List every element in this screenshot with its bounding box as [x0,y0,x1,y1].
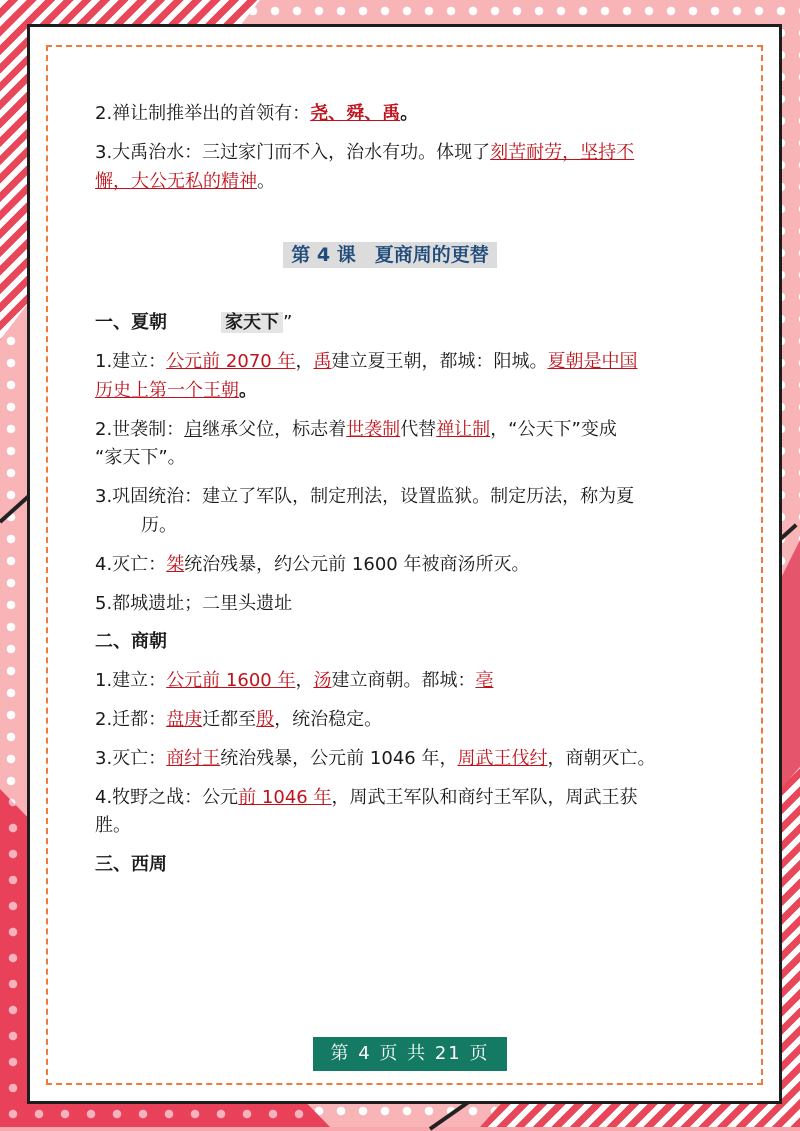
highlight-text: 公元前 2070 年 [166,350,296,372]
page-number-footer: 第 4 页 共 21 页 [313,1037,507,1071]
text: 统治残暴，公元前 1046 年， [220,747,458,769]
highlight-text: 汤 [313,670,332,692]
text: 1.建立： [95,350,167,372]
text: 2.迁都： [95,708,167,730]
highlight-text: 亳 [475,670,494,692]
text: 5.都城遗址；二里头遗址 [95,592,293,614]
list-item [95,416,685,474]
text: 历。 [141,514,177,536]
list-item [95,745,685,774]
list-item [95,784,685,842]
lesson-title [95,240,685,271]
text: ，“公天下”变成 [490,418,617,440]
text: 代替 [400,418,437,440]
section-title: 二、商朝 [95,631,167,653]
list-item [95,551,685,580]
highlight-text: 刻苦耐劳，坚持不 [490,141,635,163]
section-heading-western-zhou [95,851,685,880]
text: 2.禅让制推举出的首领有： [95,103,311,124]
highlight-text: 周武王伐纣 [457,747,548,769]
text: 2.世袭制： [95,418,185,440]
text: ， [295,350,314,372]
highlight-text: 前 1046 年 [238,786,332,808]
text: ， [295,670,314,692]
section-title: 一、夏朝 [95,312,167,334]
highlight-text: 禹 [313,350,332,372]
section-title: 三、西周 [95,854,167,876]
text: ，周武王军队和商纣王军队，周武王获 [331,786,638,808]
paragraph [95,100,685,129]
text: 统治残暴，约公元前 1600 年被商汤所灭。 [184,553,530,575]
list-item [95,706,685,735]
lesson-title-text: 第 4 课 夏商周的更替 [283,242,496,268]
highlight-text: 世袭制 [346,418,401,440]
text: 4.灭亡： [95,553,167,575]
list-item [95,590,685,619]
text: 。 [400,103,419,124]
text: 胜。 [95,815,131,837]
highlight-text: 夏朝是中国 [547,350,638,372]
highlight-text: 禅让制 [436,418,491,440]
highlight-text: 启 [184,418,203,440]
text: 3.大禹治水：三过家门而不入，治水有功。体现了 [95,141,491,163]
section-heading-shang [95,628,685,657]
highlight-text: 桀 [166,553,185,575]
text: 。 [239,379,257,401]
paragraph [95,139,685,197]
highlight-text: 尧、舜、禹 [310,103,401,124]
text: 1.建立： [95,670,167,692]
text: ，商朝灭亡。 [547,747,656,769]
text: 3.巩固统治：建立了军队，制定刑法，设置监狱。制定历法，称为夏 [95,486,635,508]
list-item [95,483,685,541]
highlight-text: 公元前 1600 年 [166,670,296,692]
highlight-text: 殷 [256,708,275,730]
text: ，统治稳定。 [274,708,383,730]
text: ” [283,312,293,334]
highlight-text: 盘庚 [166,708,203,730]
text: “家天下”。 [95,447,186,469]
highlight-text: 历史上第一个王朝 [95,379,239,401]
section-tag: 家天下 [221,312,283,333]
highlight-text: 懈，大公无私的精神 [95,170,257,192]
text: 建立夏王朝，都城：阳城。 [331,350,548,372]
text: 4.牧野之战：公元 [95,786,239,808]
text: 迁都至 [202,708,257,730]
text: 建立商朝。都城： [331,670,476,692]
section-heading-xia [95,309,685,338]
text: 3.灭亡： [95,747,167,769]
list-item [95,667,685,696]
text: 继承父位，标志着 [202,418,347,440]
list-item [95,348,685,406]
text: 。 [257,170,275,192]
highlight-text: 商纣王 [166,747,221,769]
document-body [95,100,685,890]
